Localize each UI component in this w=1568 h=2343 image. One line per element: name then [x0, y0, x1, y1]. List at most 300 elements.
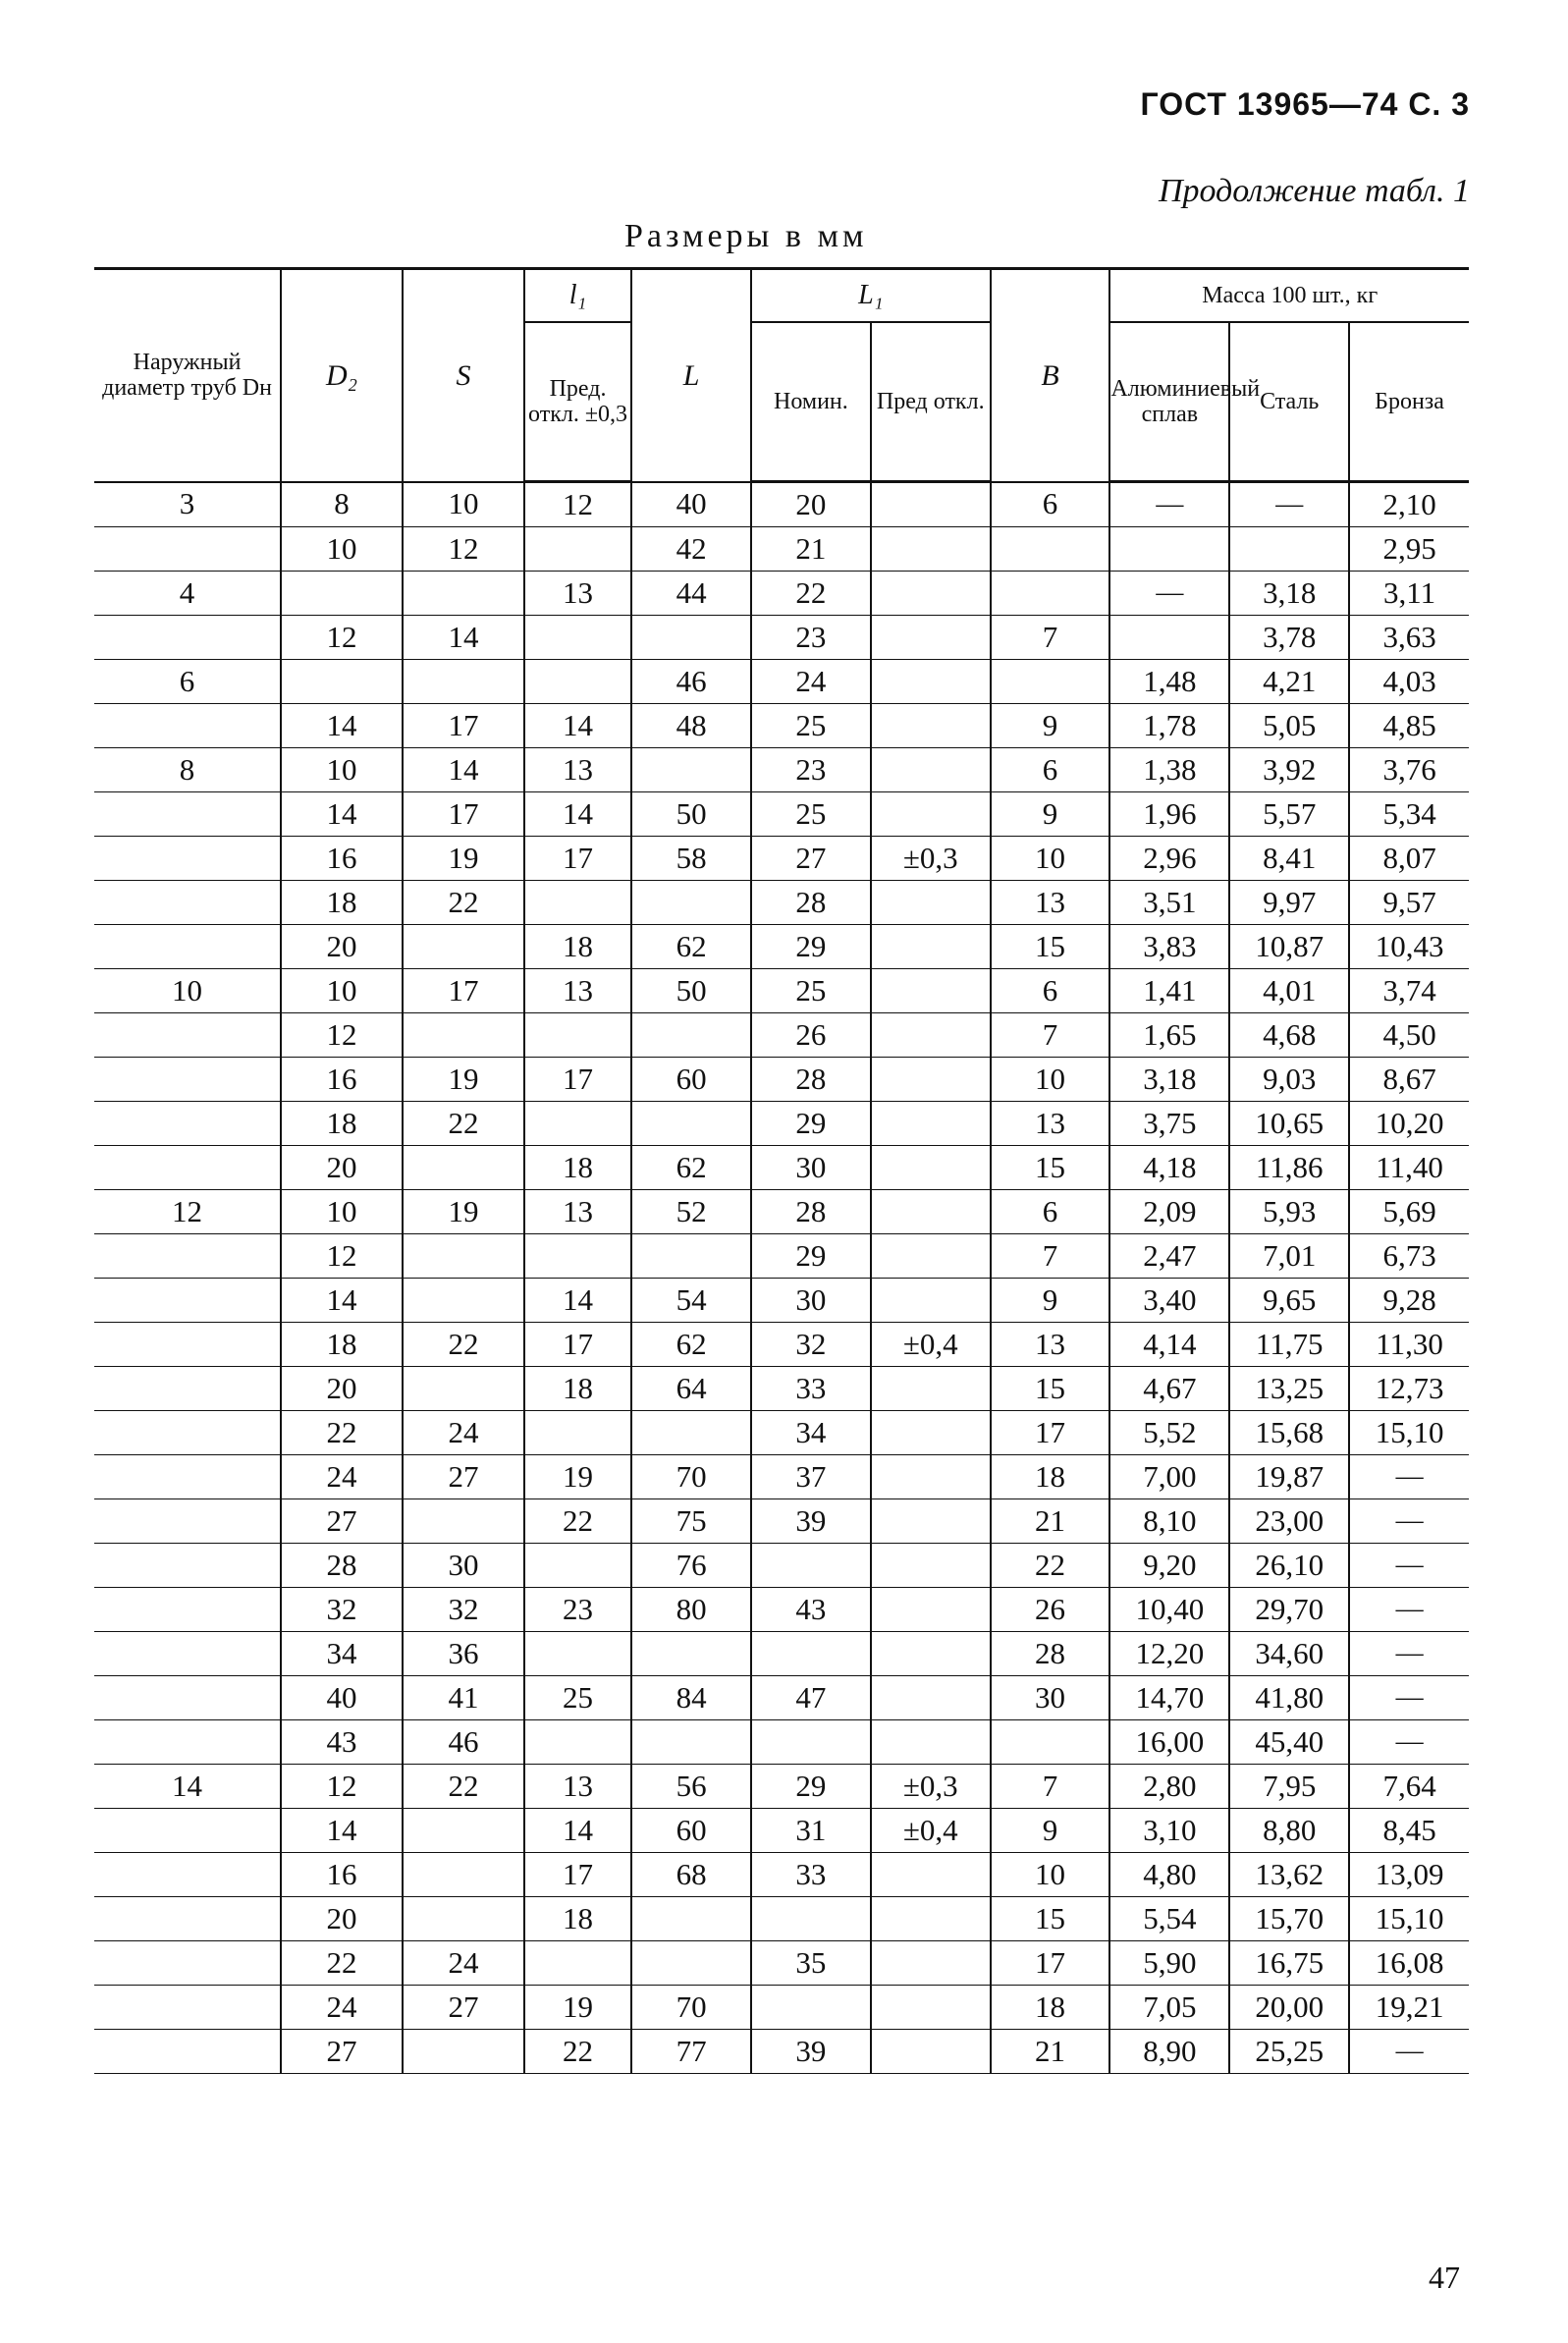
- cell-s: 10: [403, 482, 524, 527]
- cell-mass-bronze: 19,21: [1349, 1986, 1469, 2030]
- table-row: [94, 748, 1469, 792]
- cell-l: 50: [631, 792, 751, 837]
- cell-l: 77: [631, 2030, 751, 2074]
- table-row: [94, 1941, 1469, 1986]
- cell-mass-steel: 9,97: [1229, 881, 1349, 925]
- cell-L1-nominal: 28: [751, 881, 871, 925]
- cell-L1-tolerance: [871, 616, 991, 660]
- cell-L1-nominal: 29: [751, 925, 871, 969]
- cell-L1-nominal: 22: [751, 572, 871, 616]
- cell-mass-aluminium: 1,78: [1109, 704, 1229, 748]
- cell-d2: 24: [281, 1455, 403, 1499]
- cell-L1-tolerance: ±0,4: [871, 1809, 991, 1853]
- cell-mass-bronze: —: [1349, 1588, 1469, 1632]
- cell-l1: 17: [524, 1323, 631, 1367]
- col-header-L1-tolerance: Пред откл.: [871, 322, 991, 482]
- cell-d2: 10: [281, 527, 403, 572]
- cell-l1: 25: [524, 1676, 631, 1720]
- cell-outer-diameter: 4: [94, 572, 281, 616]
- cell-d2: 43: [281, 1720, 403, 1765]
- cell-mass-aluminium: 3,18: [1109, 1058, 1229, 1102]
- cell-mass-steel: 8,41: [1229, 837, 1349, 881]
- cell-mass-steel: 41,80: [1229, 1676, 1349, 1720]
- cell-L1-tolerance: [871, 1986, 991, 2030]
- cell-L1-tolerance: ±0,4: [871, 1323, 991, 1367]
- cell-L1-nominal: 39: [751, 2030, 871, 2074]
- cell-l1: 18: [524, 1146, 631, 1190]
- cell-s: [403, 1013, 524, 1058]
- cell-L1-tolerance: [871, 1941, 991, 1986]
- cell-mass-aluminium: 12,20: [1109, 1632, 1229, 1676]
- cell-L1-tolerance: [871, 482, 991, 527]
- cell-s: 19: [403, 837, 524, 881]
- cell-s: 32: [403, 1588, 524, 1632]
- cell-l1: 13: [524, 572, 631, 616]
- table-row: [94, 1632, 1469, 1676]
- cell-b: 7: [991, 1765, 1110, 1809]
- cell-l1: 14: [524, 792, 631, 837]
- col-header-s: S: [403, 269, 524, 482]
- cell-mass-aluminium: 2,80: [1109, 1765, 1229, 1809]
- table-body: [94, 482, 1469, 2074]
- cell-mass-bronze: 3,76: [1349, 748, 1469, 792]
- cell-mass-bronze: —: [1349, 1544, 1469, 1588]
- cell-mass-bronze: 4,85: [1349, 704, 1469, 748]
- cell-outer-diameter: [94, 881, 281, 925]
- cell-mass-bronze: 4,03: [1349, 660, 1469, 704]
- cell-mass-steel: —: [1229, 482, 1349, 527]
- cell-mass-steel: 4,68: [1229, 1013, 1349, 1058]
- cell-mass-bronze: 9,57: [1349, 881, 1469, 925]
- cell-b: 9: [991, 1279, 1110, 1323]
- cell-b: [991, 527, 1110, 572]
- cell-mass-steel: 5,57: [1229, 792, 1349, 837]
- table-row: [94, 1455, 1469, 1499]
- cell-mass-steel: 5,05: [1229, 704, 1349, 748]
- cell-L1-tolerance: [871, 1234, 991, 1279]
- col-header-mass-bronze: Бронза: [1349, 322, 1469, 482]
- table-row: [94, 1676, 1469, 1720]
- cell-L1-tolerance: [871, 925, 991, 969]
- cell-s: [403, 2030, 524, 2074]
- cell-l1: 19: [524, 1455, 631, 1499]
- cell-d2: 12: [281, 1765, 403, 1809]
- cell-b: 15: [991, 1146, 1110, 1190]
- cell-b: 6: [991, 1190, 1110, 1234]
- cell-L1-nominal: 21: [751, 527, 871, 572]
- cell-l1: 22: [524, 2030, 631, 2074]
- cell-l1: [524, 1234, 631, 1279]
- cell-d2: 14: [281, 792, 403, 837]
- cell-outer-diameter: [94, 1676, 281, 1720]
- cell-L1-tolerance: [871, 1544, 991, 1588]
- cell-mass-aluminium: 1,41: [1109, 969, 1229, 1013]
- cell-mass-aluminium: 3,83: [1109, 925, 1229, 969]
- cell-mass-aluminium: 4,14: [1109, 1323, 1229, 1367]
- cell-l1: 14: [524, 1809, 631, 1853]
- cell-outer-diameter: [94, 616, 281, 660]
- cell-mass-steel: 13,62: [1229, 1853, 1349, 1897]
- cell-L1-tolerance: [871, 1853, 991, 1897]
- cell-l1: [524, 616, 631, 660]
- cell-b: 18: [991, 1455, 1110, 1499]
- cell-mass-bronze: 5,34: [1349, 792, 1469, 837]
- cell-l: 48: [631, 704, 751, 748]
- cell-b: [991, 572, 1110, 616]
- cell-L1-nominal: 30: [751, 1279, 871, 1323]
- cell-mass-steel: 3,78: [1229, 616, 1349, 660]
- table-row: [94, 881, 1469, 925]
- cell-s: 17: [403, 792, 524, 837]
- cell-mass-steel: [1229, 527, 1349, 572]
- cell-mass-steel: 8,80: [1229, 1809, 1349, 1853]
- cell-s: 30: [403, 1544, 524, 1588]
- col-header-mass: Масса 100 шт., кг: [1109, 269, 1469, 323]
- cell-b: [991, 660, 1110, 704]
- table-row: [94, 1499, 1469, 1544]
- cell-mass-bronze: 8,67: [1349, 1058, 1469, 1102]
- cell-s: 27: [403, 1986, 524, 2030]
- cell-mass-steel: 16,75: [1229, 1941, 1349, 1986]
- cell-L1-tolerance: [871, 1013, 991, 1058]
- cell-l: [631, 1897, 751, 1941]
- cell-l: 50: [631, 969, 751, 1013]
- cell-l: 70: [631, 1986, 751, 2030]
- cell-mass-bronze: —: [1349, 1720, 1469, 1765]
- cell-L1-tolerance: ±0,3: [871, 1765, 991, 1809]
- cell-outer-diameter: [94, 1367, 281, 1411]
- cell-L1-tolerance: [871, 881, 991, 925]
- cell-b: 26: [991, 1588, 1110, 1632]
- cell-outer-diameter: [94, 1102, 281, 1146]
- cell-b: 7: [991, 1013, 1110, 1058]
- col-header-b: B: [991, 269, 1110, 482]
- cell-l: [631, 1632, 751, 1676]
- cell-L1-tolerance: [871, 1455, 991, 1499]
- cell-outer-diameter: [94, 1455, 281, 1499]
- cell-L1-tolerance: [871, 1499, 991, 1544]
- cell-mass-steel: 25,25: [1229, 2030, 1349, 2074]
- cell-mass-steel: 3,92: [1229, 748, 1349, 792]
- cell-mass-aluminium: [1109, 527, 1229, 572]
- cell-L1-tolerance: [871, 1720, 991, 1765]
- cell-L1-nominal: [751, 1986, 871, 2030]
- cell-mass-bronze: 3,63: [1349, 616, 1469, 660]
- page-header: ГОСТ 13965—74 С. 3: [1140, 86, 1470, 122]
- cell-L1-nominal: 33: [751, 1853, 871, 1897]
- table-row: [94, 1190, 1469, 1234]
- cell-mass-bronze: 10,43: [1349, 925, 1469, 969]
- cell-mass-steel: 10,87: [1229, 925, 1349, 969]
- cell-L1-nominal: 25: [751, 704, 871, 748]
- cell-L1-nominal: 28: [751, 1058, 871, 1102]
- cell-b: 9: [991, 792, 1110, 837]
- cell-d2: 10: [281, 748, 403, 792]
- table-row: [94, 1544, 1469, 1588]
- cell-mass-steel: 13,25: [1229, 1367, 1349, 1411]
- cell-mass-steel: 45,40: [1229, 1720, 1349, 1765]
- cell-mass-bronze: 9,28: [1349, 1279, 1469, 1323]
- cell-L1-nominal: [751, 1544, 871, 1588]
- cell-l: 75: [631, 1499, 751, 1544]
- cell-l1: [524, 527, 631, 572]
- cell-outer-diameter: [94, 1853, 281, 1897]
- cell-l1: 17: [524, 1853, 631, 1897]
- cell-mass-bronze: —: [1349, 1676, 1469, 1720]
- cell-d2: 20: [281, 1146, 403, 1190]
- cell-L1-nominal: 24: [751, 660, 871, 704]
- cell-mass-aluminium: 2,96: [1109, 837, 1229, 881]
- table-row: [94, 1411, 1469, 1455]
- cell-mass-aluminium: 1,96: [1109, 792, 1229, 837]
- cell-d2: 16: [281, 1058, 403, 1102]
- cell-l1: 13: [524, 1190, 631, 1234]
- cell-b: 15: [991, 925, 1110, 969]
- cell-l: 44: [631, 572, 751, 616]
- cell-d2: 24: [281, 1986, 403, 2030]
- col-header-L1-nominal: Номин.: [751, 322, 871, 482]
- cell-L1-nominal: 47: [751, 1676, 871, 1720]
- cell-d2: 20: [281, 1897, 403, 1941]
- cell-mass-bronze: 12,73: [1349, 1367, 1469, 1411]
- cell-l: 54: [631, 1279, 751, 1323]
- cell-L1-tolerance: [871, 704, 991, 748]
- cell-mass-aluminium: 8,10: [1109, 1499, 1229, 1544]
- cell-L1-nominal: 23: [751, 616, 871, 660]
- cell-outer-diameter: [94, 1323, 281, 1367]
- cell-b: 6: [991, 482, 1110, 527]
- cell-mass-bronze: 16,08: [1349, 1941, 1469, 1986]
- cell-L1-tolerance: [871, 1190, 991, 1234]
- cell-L1-nominal: 43: [751, 1588, 871, 1632]
- cell-d2: 18: [281, 1102, 403, 1146]
- col-header-mass-aluminium: Алюминиевый сплав: [1109, 322, 1229, 482]
- cell-l: [631, 748, 751, 792]
- cell-d2: 10: [281, 969, 403, 1013]
- cell-d2: 12: [281, 616, 403, 660]
- cell-d2: 10: [281, 1190, 403, 1234]
- table-row: [94, 1234, 1469, 1279]
- cell-L1-nominal: 29: [751, 1102, 871, 1146]
- cell-mass-steel: 10,65: [1229, 1102, 1349, 1146]
- cell-outer-diameter: [94, 1897, 281, 1941]
- cell-L1-nominal: 31: [751, 1809, 871, 1853]
- cell-L1-nominal: 30: [751, 1146, 871, 1190]
- cell-mass-bronze: 3,74: [1349, 969, 1469, 1013]
- cell-mass-bronze: 5,69: [1349, 1190, 1469, 1234]
- cell-l: 52: [631, 1190, 751, 1234]
- cell-L1-tolerance: [871, 2030, 991, 2074]
- cell-L1-nominal: 34: [751, 1411, 871, 1455]
- cell-outer-diameter: [94, 792, 281, 837]
- cell-s: [403, 925, 524, 969]
- cell-s: [403, 660, 524, 704]
- cell-b: 7: [991, 616, 1110, 660]
- cell-l: [631, 1941, 751, 1986]
- table-row: [94, 925, 1469, 969]
- cell-L1-tolerance: [871, 748, 991, 792]
- cell-l: 62: [631, 925, 751, 969]
- cell-L1-nominal: 39: [751, 1499, 871, 1544]
- table-row: [94, 1323, 1469, 1367]
- cell-d2: [281, 660, 403, 704]
- cell-l1: [524, 1544, 631, 1588]
- cell-mass-steel: 9,03: [1229, 1058, 1349, 1102]
- table-row: [94, 1986, 1469, 2030]
- cell-mass-aluminium: —: [1109, 482, 1229, 527]
- cell-l1: [524, 1102, 631, 1146]
- table-row: [94, 1897, 1469, 1941]
- cell-mass-steel: 4,01: [1229, 969, 1349, 1013]
- cell-mass-aluminium: 1,38: [1109, 748, 1229, 792]
- cell-s: 22: [403, 1102, 524, 1146]
- cell-b: 6: [991, 969, 1110, 1013]
- cell-l1: 19: [524, 1986, 631, 2030]
- cell-s: 12: [403, 527, 524, 572]
- cell-mass-aluminium: 9,20: [1109, 1544, 1229, 1588]
- cell-s: 19: [403, 1190, 524, 1234]
- cell-b: 13: [991, 1102, 1110, 1146]
- cell-l: 62: [631, 1323, 751, 1367]
- col-header-l: L: [631, 269, 751, 482]
- cell-outer-diameter: [94, 1544, 281, 1588]
- table-row: [94, 969, 1469, 1013]
- cell-l1: [524, 1411, 631, 1455]
- cell-l1: 17: [524, 837, 631, 881]
- cell-s: [403, 1234, 524, 1279]
- table-row: [94, 2030, 1469, 2074]
- cell-mass-aluminium: [1109, 616, 1229, 660]
- cell-mass-steel: 3,18: [1229, 572, 1349, 616]
- table-row: [94, 1279, 1469, 1323]
- cell-b: 10: [991, 837, 1110, 881]
- cell-mass-aluminium: 7,00: [1109, 1455, 1229, 1499]
- cell-mass-aluminium: 2,09: [1109, 1190, 1229, 1234]
- cell-mass-aluminium: 10,40: [1109, 1588, 1229, 1632]
- cell-mass-steel: 7,01: [1229, 1234, 1349, 1279]
- cell-L1-nominal: 28: [751, 1190, 871, 1234]
- cell-L1-tolerance: [871, 1897, 991, 1941]
- cell-b: 17: [991, 1411, 1110, 1455]
- cell-s: [403, 1853, 524, 1897]
- cell-mass-aluminium: 4,18: [1109, 1146, 1229, 1190]
- cell-mass-steel: 5,93: [1229, 1190, 1349, 1234]
- cell-s: [403, 572, 524, 616]
- cell-d2: 14: [281, 1279, 403, 1323]
- cell-s: 36: [403, 1632, 524, 1676]
- cell-L1-tolerance: [871, 1588, 991, 1632]
- col-header-outer-diameter: Наружный диаметр труб Dн: [94, 269, 281, 482]
- cell-L1-nominal: 35: [751, 1941, 871, 1986]
- cell-l: 46: [631, 660, 751, 704]
- cell-s: 22: [403, 1765, 524, 1809]
- cell-mass-steel: 26,10: [1229, 1544, 1349, 1588]
- cell-d2: 14: [281, 1809, 403, 1853]
- cell-b: 15: [991, 1897, 1110, 1941]
- cell-l: 84: [631, 1676, 751, 1720]
- cell-mass-bronze: —: [1349, 1455, 1469, 1499]
- cell-s: 41: [403, 1676, 524, 1720]
- cell-L1-tolerance: ±0,3: [871, 837, 991, 881]
- cell-b: 13: [991, 881, 1110, 925]
- cell-outer-diameter: 10: [94, 969, 281, 1013]
- cell-mass-bronze: 11,40: [1349, 1146, 1469, 1190]
- cell-mass-bronze: 8,07: [1349, 837, 1469, 881]
- cell-l1: [524, 1720, 631, 1765]
- cell-b: 6: [991, 748, 1110, 792]
- cell-mass-aluminium: —: [1109, 572, 1229, 616]
- cell-mass-steel: 4,21: [1229, 660, 1349, 704]
- cell-d2: 22: [281, 1411, 403, 1455]
- cell-outer-diameter: [94, 704, 281, 748]
- cell-L1-nominal: [751, 1720, 871, 1765]
- cell-mass-bronze: 13,09: [1349, 1853, 1469, 1897]
- table-continuation-note: Продолжение табл. 1: [1158, 173, 1470, 209]
- cell-s: [403, 1499, 524, 1544]
- cell-l1: 18: [524, 1897, 631, 1941]
- cell-L1-nominal: [751, 1897, 871, 1941]
- cell-L1-tolerance: [871, 572, 991, 616]
- cell-L1-nominal: 26: [751, 1013, 871, 1058]
- cell-mass-bronze: 4,50: [1349, 1013, 1469, 1058]
- cell-mass-bronze: 7,64: [1349, 1765, 1469, 1809]
- cell-b: 9: [991, 1809, 1110, 1853]
- cell-d2: 12: [281, 1013, 403, 1058]
- cell-s: 17: [403, 704, 524, 748]
- cell-s: 24: [403, 1941, 524, 1986]
- cell-mass-aluminium: 3,10: [1109, 1809, 1229, 1853]
- cell-mass-aluminium: 3,40: [1109, 1279, 1229, 1323]
- cell-s: [403, 1809, 524, 1853]
- cell-l1: [524, 1632, 631, 1676]
- cell-l: 60: [631, 1058, 751, 1102]
- cell-d2: 32: [281, 1588, 403, 1632]
- cell-l: 56: [631, 1765, 751, 1809]
- cell-mass-steel: 15,68: [1229, 1411, 1349, 1455]
- cell-l1: 18: [524, 925, 631, 969]
- cell-b: 30: [991, 1676, 1110, 1720]
- cell-b: 28: [991, 1632, 1110, 1676]
- cell-mass-aluminium: 3,75: [1109, 1102, 1229, 1146]
- cell-L1-tolerance: [871, 1367, 991, 1411]
- cell-l: [631, 1013, 751, 1058]
- cell-L1-tolerance: [871, 527, 991, 572]
- cell-b: 10: [991, 1853, 1110, 1897]
- cell-b: 21: [991, 2030, 1110, 2074]
- cell-s: [403, 1897, 524, 1941]
- table-row: [94, 482, 1469, 527]
- cell-l1: 23: [524, 1588, 631, 1632]
- dimensions-table: [94, 267, 1469, 2074]
- cell-d2: 27: [281, 2030, 403, 2074]
- table-row: [94, 792, 1469, 837]
- table-row: [94, 616, 1469, 660]
- cell-outer-diameter: [94, 1234, 281, 1279]
- cell-outer-diameter: [94, 1013, 281, 1058]
- cell-l: 70: [631, 1455, 751, 1499]
- cell-L1-nominal: 32: [751, 1323, 871, 1367]
- cell-l: 40: [631, 482, 751, 527]
- cell-mass-bronze: —: [1349, 1499, 1469, 1544]
- cell-s: 22: [403, 881, 524, 925]
- cell-l1: 13: [524, 748, 631, 792]
- cell-L1-nominal: 33: [751, 1367, 871, 1411]
- cell-outer-diameter: [94, 837, 281, 881]
- table-row: [94, 527, 1469, 572]
- table-row: [94, 1102, 1469, 1146]
- cell-mass-aluminium: 2,47: [1109, 1234, 1229, 1279]
- cell-l1: 17: [524, 1058, 631, 1102]
